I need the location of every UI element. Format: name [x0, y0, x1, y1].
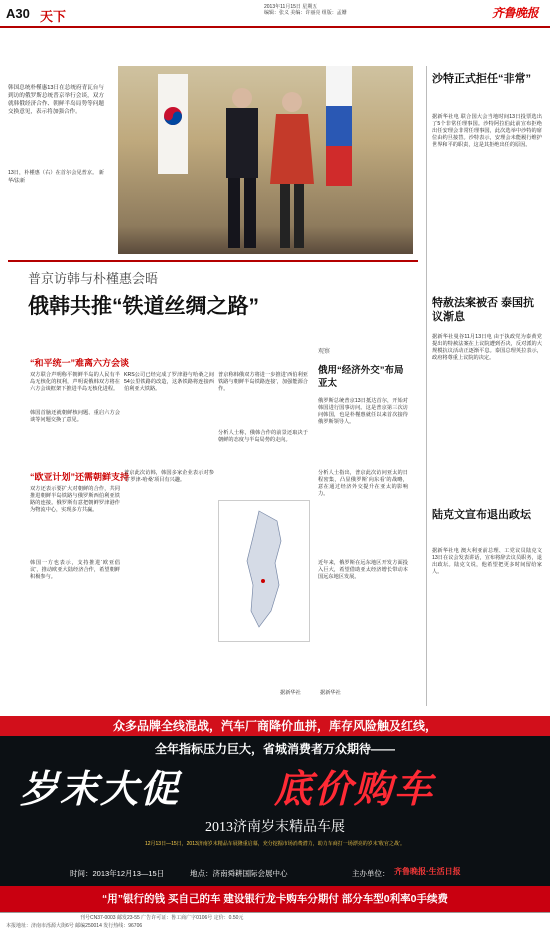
subhead-1: “和平统一”难离六方会谈 — [30, 358, 130, 368]
ad-banner — [0, 716, 550, 912]
right-title-3: 陆克文宣布退出政坛 — [432, 509, 531, 521]
main-headline: 俄韩共推“铁道丝绸之路” — [28, 295, 259, 318]
ad-line2: 全年指标压力巨大，省城消费者万众期待—— — [154, 742, 395, 756]
photo-illustration — [118, 66, 413, 254]
observation-p3: 近年来，俄罗斯在远东地区开发方面投入巨大，希望借助亚太经济增长带动本国远东地区发展。 — [318, 560, 408, 581]
header-date: 2013年11月15日 星期五 — [264, 4, 318, 10]
map-box — [218, 500, 310, 642]
right-title-1: 沙特正式拒任“非常” — [432, 73, 531, 85]
ad-big-right: 底价购车 — [274, 769, 435, 811]
ad-big-left: 岁末大促 — [20, 769, 181, 811]
ad-top-band: 众多品牌全线混战，汽车厂商降价血拼，库存风险触及红线， — [0, 716, 550, 736]
headline-kicker: 普京访韩与朴槿惠会晤 — [28, 271, 159, 286]
observation-kicker: 观察 — [318, 349, 331, 355]
ad-expo-title: 2013济南岁末精品车展 — [205, 820, 345, 835]
ad-small: 12月13日—15日，2013济南岁末精品车展隆重启幕，充分挖掘市场消费潜力，助力车商打一场漂亮的岁末‘收官之战’。 — [144, 841, 406, 847]
col1-p2: 韩国首脑还就朝鲜核问题、重启六方会谈等问题交换了意见。 — [30, 410, 120, 424]
col2-p2: 普京此次访韩，韩国多家企业表示对参与‘罗津-哈桑’项目有兴趣。 — [124, 470, 214, 484]
col3-p2: 分析人士称，俄韩合作的前景还取决于朝鲜的态度与半岛局势的走向。 — [218, 430, 308, 444]
footer-line1: 刊号CN37-0003 邮发23-55 广告许可证：鲁工商广字0106号 定价：0.50元 — [80, 915, 244, 921]
ad-host-label: 主办单位： — [352, 869, 390, 878]
headline-rule — [8, 260, 418, 262]
section-title: 天下 — [40, 9, 67, 24]
photo-credit: 13日，朴槿惠（右）在首尔会见普京。 新华/法新 — [8, 170, 104, 184]
photo-caption: 韩国总统朴槿惠13日在总统府青瓦台与到访的俄罗斯总统普京举行会谈，双方就韩俄经济合作、朝鲜半岛局势等问题交换意见，表示将加强合作。 — [8, 85, 104, 115]
page-number: A30 — [6, 6, 30, 21]
header-editors: 编辑：张义 美编：许丽亮 组版：孟姗 — [264, 10, 347, 16]
newspaper-logo: 齐鲁晚报 — [492, 6, 539, 20]
observation-p1: 俄罗斯总统普京13日抵达首尔，开始对韩国进行国事访问。这是普京第三次访问韩国，也是朴槿惠就任以来首次接待俄罗斯领导人。 — [318, 398, 408, 426]
col3-p1: 普京称韩俄双方将进一步推进‘西伯利亚铁路与朝鲜半岛铁路连接’，加强能源合作。 — [218, 372, 308, 393]
col1-p1: 双方联合声明称平朝鲜半岛的人民有半岛无核化的权利，声明说俄韩双方将在六方会谈框架下推进半岛无核化进程。 — [30, 372, 120, 393]
observation-p2: 分析人士指出，普京此次访问亚太的日程密集，凸显俄罗斯‘向东看’的战略，意在通过经济外交提升在亚太的影响力。 — [318, 470, 408, 498]
subhead-2: “欧亚计划”还需朝鲜支持 — [30, 472, 130, 482]
ad-bottom-band: “用”银行的钱 买自己的车 建设银行龙卡购车分期付 部分车型0利率0手续费 — [0, 886, 550, 912]
col1-p4: 韩国一方也表示，支持推进‘欧亚倡议’，推动欧亚大陆经济合作，希望朝鲜积极参与。 — [30, 560, 120, 581]
ad-place: 地点：济南舜耕国际会展中心 — [190, 869, 288, 878]
observation-credit: 据新华社 — [320, 690, 341, 696]
korea-map — [219, 501, 309, 641]
right-body-3: 据新华社电 澳大利亚前总理、工党议员陆克文13日在议会发表讲话，宣布将辞去议员职务，退出政坛。陆克文说，他希望把更多时间留给家人。 — [432, 548, 542, 576]
right-body-2: 据新华社曼谷11月13日电 由于执政党为泰黄党提出的特赦法案在上议院遭到否决，反对派的大规模抗议活动正逐渐平息。泰国总理英拉表示，政府将尊重上议院的决定。 — [432, 334, 542, 362]
column-divider — [426, 66, 427, 706]
col2-p1: KRS公司已经完成了罗津港与哈桑之间54公里铁路的改造，这条铁路将连接西伯利亚大铁路。 — [124, 372, 214, 393]
ad-host-logo: 齐鲁晚报·生活日报 — [394, 867, 461, 876]
footer — [0, 912, 550, 931]
observation-title: 俄用“经济外交”布局亚太 — [318, 365, 404, 389]
col1-p3: 双方还表示要扩大对朝鲜的合作，共同推进朝鲜半岛铁路与俄罗斯西伯利亚铁路的连接。俄罗斯有意把朝鲜罗津港作为物流中心，实现多方共赢。 — [30, 486, 120, 514]
right-body-1: 据新华社电 联合国大会当地时间13日投票选出了5个非常任理事国。沙特阿拉伯此前宣布拒绝出任安理会非常任理事国，此次选举中沙特的席位由约旦接替。沙特表示，安理会未能履行维护世界和平的职责，这是其拒绝出任的原因。 — [432, 114, 542, 149]
ad-time: 时间：2013年12月13—15日 — [70, 869, 165, 878]
news-photo — [118, 66, 413, 254]
footer-line2: 本报地址：济南市泺源大街6号 邮编250014 发行热线：96706 — [6, 923, 143, 929]
header-meta — [264, 4, 464, 16]
main-credit: 据新华社 — [280, 690, 301, 696]
right-title-2: 特赦法案被否 泰国抗议渐息 — [432, 297, 535, 323]
